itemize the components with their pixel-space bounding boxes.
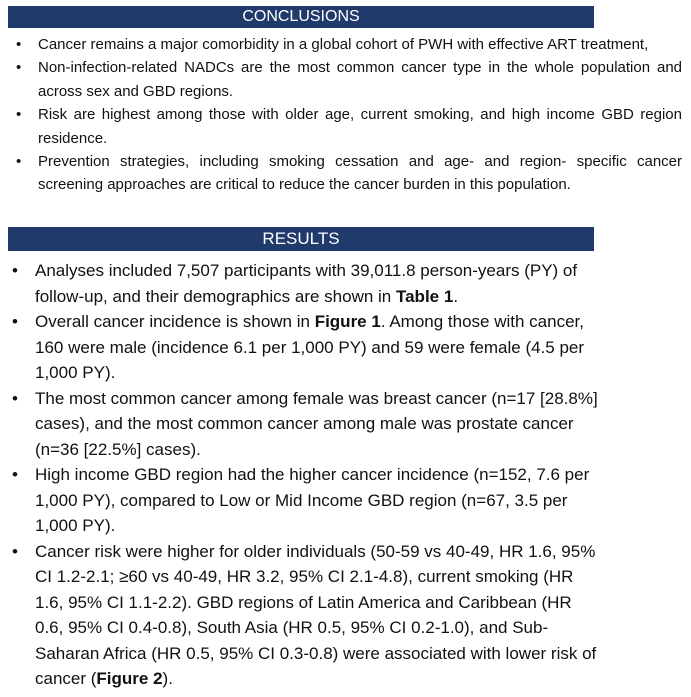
bullet-icon: • xyxy=(12,465,18,484)
bullet-icon: • xyxy=(16,153,22,171)
result-item xyxy=(12,258,600,309)
bullet-icon: • xyxy=(16,106,22,124)
result-item xyxy=(12,386,600,463)
result-text-end: . Among those with cancer, 160 were male (incidence 6.1 per 1,000 PY) and 59 were female (4.5 per 1,000 PY). xyxy=(35,312,585,382)
results-header: RESULTS xyxy=(8,227,594,251)
conclusion-text: Cancer remains a major comorbidity in a global cohort of PWH with effective ART treatment, xyxy=(38,36,649,53)
bullet-icon: • xyxy=(12,261,18,280)
result-text: Overall cancer incidence is shown in xyxy=(35,312,315,331)
results-list xyxy=(12,258,600,692)
conclusion-item xyxy=(16,103,682,150)
conclusion-text: Prevention strategies, including smoking cessation and age- and region- specific cancer screening approaches are critical to reduce the cancer burden in this population. xyxy=(38,153,682,194)
bullet-icon: • xyxy=(16,36,22,53)
bullet-icon: • xyxy=(12,312,18,331)
table-reference: Table 1 xyxy=(395,286,454,306)
figure-reference: Figure 1 xyxy=(314,312,381,331)
conclusion-item xyxy=(16,56,682,103)
result-text: Analyses included 7,507 participants with 39,011.8 person-years (PY) of follow-up, and their demographics are shown in xyxy=(35,261,578,306)
bullet-icon: • xyxy=(12,541,18,561)
conclusions-list xyxy=(16,33,682,197)
conclusion-item xyxy=(16,150,682,197)
conclusion-item xyxy=(16,33,682,56)
result-item xyxy=(12,462,600,539)
result-item xyxy=(12,309,600,386)
result-text: High income GBD region had the higher cancer incidence (n=152, 7.6 per 1,000 PY), compared to Low or Mid Income GBD region (n=67, 3.5 per 1,000 PY). xyxy=(35,465,590,535)
bullet-icon: • xyxy=(12,388,18,408)
bullet-icon: • xyxy=(16,59,22,77)
conclusion-text: Risk are highest among those with older age, current smoking, and high income GBD region residence. xyxy=(38,106,682,147)
figure-reference: Figure 2 xyxy=(96,669,163,688)
result-text: The most common cancer among female was breast cancer (n=17 [28.8%] cases), and the most common cancer among male was prostate cancer (n=36 [22.5%] cases). xyxy=(35,388,598,459)
result-text: Cancer risk were higher for older individuals (50-59 vs 40-49, HR 1.6, 95% CI 1.2-2.1; ≥60 vs 40-49, HR 3.2, 95% CI 2.1-4.8), current smoking (HR 1.6, 95% CI 1.1-2.2). GBD regions of Latin America and Caribbean (HR 0.6, 95% CI 0.4-0.8), South Asia (HR 0.5, 95% CI 0.2-1.0), and Sub-Saharan Africa (HR 0.5, 95% CI 0.3-0.8) were associated with lower risk of cancer ( xyxy=(35,541,597,688)
result-text-end: . xyxy=(453,286,459,306)
result-item xyxy=(12,539,600,692)
result-text-end: ). xyxy=(162,669,173,688)
conclusions-header: CONCLUSIONS xyxy=(8,6,594,28)
conclusion-text: Non-infection-related NADCs are the most common cancer type in the whole population and across sex and GBD regions. xyxy=(38,59,682,100)
